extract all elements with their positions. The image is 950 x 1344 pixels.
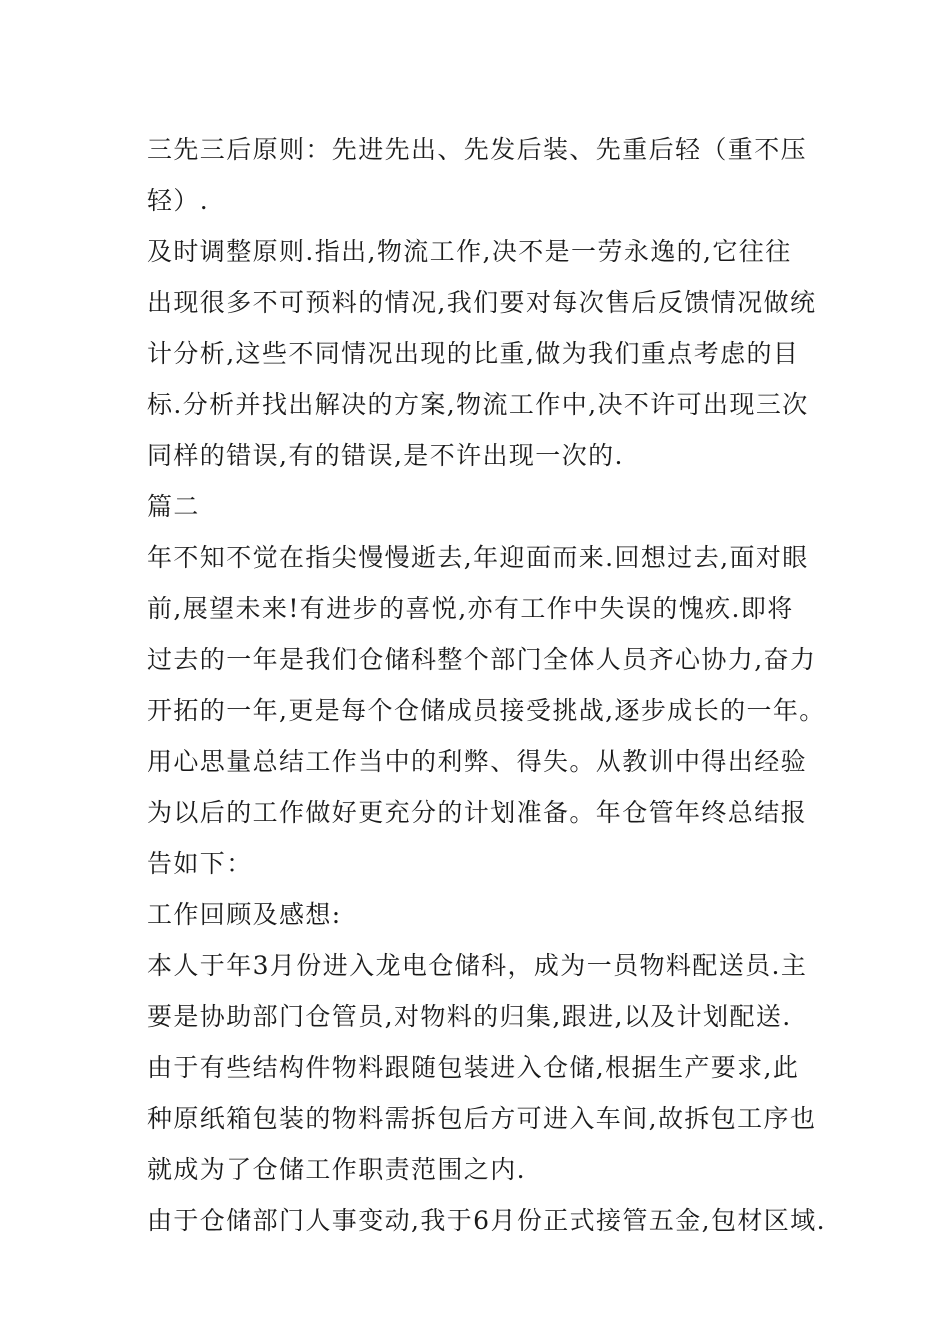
text-line: 由于有些结构件物料跟随包装进入仓储,根据生产要求,此	[147, 1053, 800, 1082]
section-heading: 篇二	[147, 492, 200, 521]
text-line: 三先三后原则：先进先出、先发后装、先重后轻（重不压	[147, 135, 808, 164]
text-line: 告如下：	[147, 849, 253, 878]
text-line: 出现很多不可预料的情况,我们要对每次售后反馈情况做统	[147, 288, 817, 317]
text-line: 及时调整原则.指出,物流工作,决不是一劳永逸的,它往往	[147, 237, 792, 266]
text-line: 前,展望未来!有进步的喜悦,亦有工作中失误的愧疚.即将	[147, 594, 794, 623]
text-line: 工作回顾及感想:	[147, 900, 342, 929]
text-line: 种原纸箱包装的物料需拆包后方可进入车间,故拆包工序也	[147, 1104, 817, 1133]
text-line: 开拓的一年,更是每个仓储成员接受挑战,逐步成长的一年。	[147, 696, 826, 725]
text-line: 标.分析并找出解决的方案,物流工作中,决不许可出现三次	[147, 390, 809, 419]
text-line: 计分析,这些不同情况出现的比重,做为我们重点考虑的目	[147, 339, 800, 368]
text-line: 为以后的工作做好更充分的计划准备。年仓管年终总结报	[147, 798, 808, 827]
text-line: 过去的一年是我们仓储科整个部门全体人员齐心协力,奋力	[147, 645, 817, 674]
text-line: 由于仓储部门人事变动,我于6月份正式接管五金,包材区域.	[147, 1206, 826, 1235]
text-line: 同样的错误,有的错误,是不许出现一次的.	[147, 441, 624, 470]
text-line: 本人于年3月份进入龙电仓储科，成为一员物料配送员.主	[147, 951, 808, 980]
text-line: 用心思量总结工作当中的利弊、得失。从教训中得出经验	[147, 747, 808, 776]
text-line: 年不知不觉在指尖慢慢逝去,年迎面而来.回想过去,面对眼	[147, 543, 809, 572]
text-line: 轻）.	[147, 186, 210, 215]
text-line: 要是协助部门仓管员,对物料的归集,跟进,以及计划配送.	[147, 1002, 792, 1031]
text-line: 就成为了仓储工作职责范围之内.	[147, 1155, 526, 1184]
